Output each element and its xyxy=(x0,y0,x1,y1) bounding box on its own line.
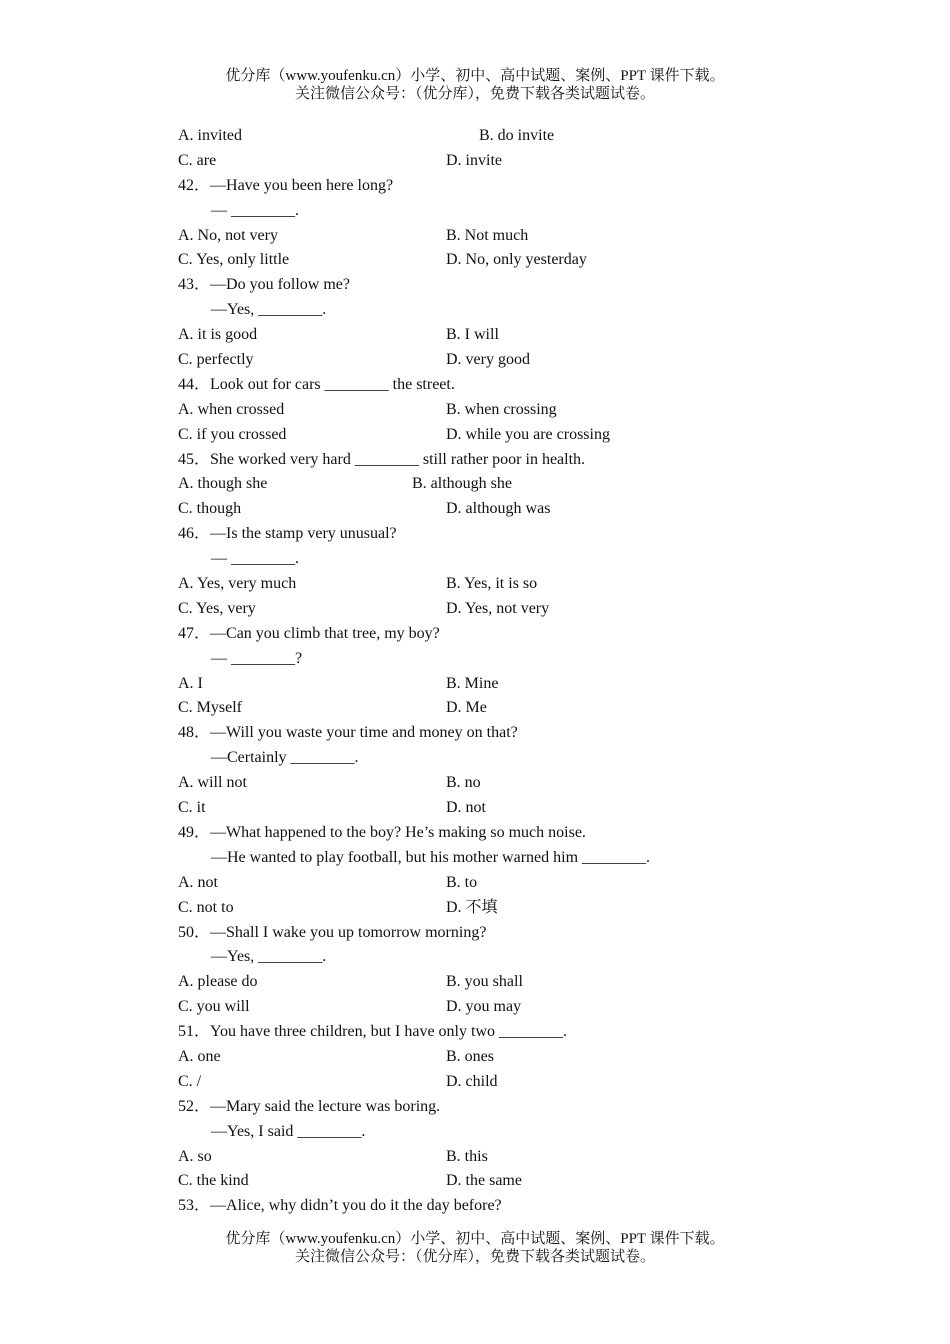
page-header xyxy=(0,67,950,103)
q44-option-d: D. while you are crossing xyxy=(446,425,610,443)
q49-option-b: B. to xyxy=(446,873,478,891)
q43-option-c: C. perfectly xyxy=(178,351,254,369)
q47-options-row-2 xyxy=(178,696,798,721)
q41-options-row-2 xyxy=(178,149,798,174)
q43-options-row-1 xyxy=(178,323,798,348)
q48-option-b: B. no xyxy=(446,774,481,792)
q42-options-row-1 xyxy=(178,224,798,249)
q48-stem: 48．—Will you waste your time and money on that? xyxy=(178,724,518,742)
q52-option-b: B. this xyxy=(446,1147,488,1165)
q50-option-b: B. you shall xyxy=(446,973,523,991)
q44-option-b: B. when crossing xyxy=(446,400,557,418)
q46-option-c: C. Yes, very xyxy=(178,599,256,617)
q44-options-row-2 xyxy=(178,423,798,448)
q43-reply: —Yes, ________. xyxy=(211,301,327,319)
q46-stem: 46．—Is the stamp very unusual? xyxy=(178,525,397,543)
q47-stem: 47．—Can you climb that tree, my boy? xyxy=(178,624,440,642)
q46-option-b: B. Yes, it is so xyxy=(446,575,538,593)
q51-option-d: D. child xyxy=(446,1072,498,1090)
q43-option-a: A. it is good xyxy=(178,326,258,344)
q49-option-d: D. 不填 xyxy=(446,898,498,916)
q42-option-d: D. No, only yesterday xyxy=(446,251,587,269)
q49-option-a: A. not xyxy=(178,873,218,891)
q47-options-row-1 xyxy=(178,672,798,697)
q48-options-row-2 xyxy=(178,796,798,821)
q44-option-a: A. when crossed xyxy=(178,400,285,418)
q48-reply: —Certainly ________. xyxy=(211,749,359,767)
q52-option-d: D. the same xyxy=(446,1172,522,1190)
q51-stem: 51．You have three children, but I have only two ________. xyxy=(178,1023,567,1041)
q49-option-c: C. not to xyxy=(178,898,234,916)
q48-option-a: A. will not xyxy=(178,774,247,792)
q41-option-b: B. do invite xyxy=(479,127,555,144)
q42-option-b: B. Not much xyxy=(446,226,529,244)
q41-options-row-1 xyxy=(178,124,798,149)
q48-option-d: D. not xyxy=(446,799,486,817)
q52-options-row-1 xyxy=(178,1145,798,1170)
q47-option-b: B. Mine xyxy=(446,674,499,692)
q47-option-d: D. Me xyxy=(446,699,487,717)
q50-options-row-1 xyxy=(178,970,798,995)
q45-options-row-2 xyxy=(178,497,798,522)
q41-option-a: A. invited xyxy=(178,127,242,144)
q51-option-b: B. ones xyxy=(446,1047,494,1065)
q50-stem: 50．—Shall I wake you up tomorrow morning? xyxy=(178,923,487,941)
page-footer xyxy=(0,1230,950,1266)
footer-line-2: 关注微信公众号：（优分库），免费下载各类试题试卷。 xyxy=(294,1249,655,1265)
q43-stem: 43．—Do you follow me? xyxy=(178,276,350,294)
q43-option-b: B. I will xyxy=(446,326,499,344)
q49-reply: —He wanted to play football, but his mother warned him ________. xyxy=(211,848,651,866)
q50-option-a: A. please do xyxy=(178,973,258,991)
q52-option-a: A. so xyxy=(178,1147,212,1165)
q46-options-row-1 xyxy=(178,572,798,597)
question-list xyxy=(178,124,798,1219)
q51-options-row-2 xyxy=(178,1070,798,1095)
q43-option-d: D. very good xyxy=(446,351,530,369)
q50-option-c: C. you will xyxy=(178,998,250,1016)
q48-options-row-1 xyxy=(178,771,798,796)
q46-option-d: D. Yes, not very xyxy=(446,599,550,617)
q41-option-c: C. are xyxy=(178,151,217,169)
q48-option-c: C. it xyxy=(178,799,206,817)
q47-option-c: C. Myself xyxy=(178,699,242,717)
q45-option-c: C. though xyxy=(178,500,242,518)
q47-option-a: A. I xyxy=(178,674,203,692)
q52-options-row-2 xyxy=(178,1169,798,1194)
q52-option-c: C. the kind xyxy=(178,1172,249,1190)
q49-options-row-2 xyxy=(178,896,798,921)
q41-option-d: D. invite xyxy=(446,151,502,169)
q45-option-a: A. though she xyxy=(178,475,268,493)
q47-reply: — ________? xyxy=(211,649,303,667)
q45-option-b: B. although she xyxy=(412,475,512,493)
header-line-1: 优分库（www.youfenku.cn）小学、初中、高中试题、案例、PPT 课件下载。 xyxy=(225,68,725,84)
q42-reply: — ________. xyxy=(211,201,299,219)
q51-option-a: A. one xyxy=(178,1047,221,1065)
q51-options-row-1 xyxy=(178,1045,798,1070)
q51-option-c: C. / xyxy=(178,1072,202,1090)
q45-stem: 45．She worked very hard ________ still rather poor in health. xyxy=(178,450,586,468)
q50-reply: —Yes, ________. xyxy=(211,948,327,966)
q45-options-row-1 xyxy=(178,472,798,497)
q43-options-row-2 xyxy=(178,348,798,373)
q44-option-c: C. if you crossed xyxy=(178,425,287,443)
header-line-2: 关注微信公众号：（优分库），免费下载各类试题试卷。 xyxy=(294,86,655,102)
q52-reply: —Yes, I said ________. xyxy=(211,1122,366,1140)
footer-line-1: 优分库（www.youfenku.cn）小学、初中、高中试题、案例、PPT 课件下载。 xyxy=(225,1231,725,1247)
q42-options-row-2 xyxy=(178,248,798,273)
q49-stem: 49．—What happened to the boy? He’s making so much noise. xyxy=(178,823,586,841)
q44-options-row-1 xyxy=(178,398,798,423)
q53-stem: 53．—Alice, why didn’t you do it the day before? xyxy=(178,1197,502,1215)
q50-options-row-2 xyxy=(178,995,798,1020)
q46-reply: — ________. xyxy=(211,550,299,568)
q46-option-a: A. Yes, very much xyxy=(178,575,297,593)
q42-option-c: C. Yes, only little xyxy=(178,251,290,269)
q45-option-d: D. although was xyxy=(446,500,551,518)
q50-option-d: D. you may xyxy=(446,998,522,1016)
q49-options-row-1 xyxy=(178,871,798,896)
q42-option-a: A. No, not very xyxy=(178,226,278,244)
q46-options-row-2 xyxy=(178,597,798,622)
q44-stem: 44．Look out for cars ________ the street. xyxy=(178,375,455,393)
q42-stem: 42．—Have you been here long? xyxy=(178,176,394,194)
q52-stem: 52．—Mary said the lecture was boring. xyxy=(178,1097,441,1115)
